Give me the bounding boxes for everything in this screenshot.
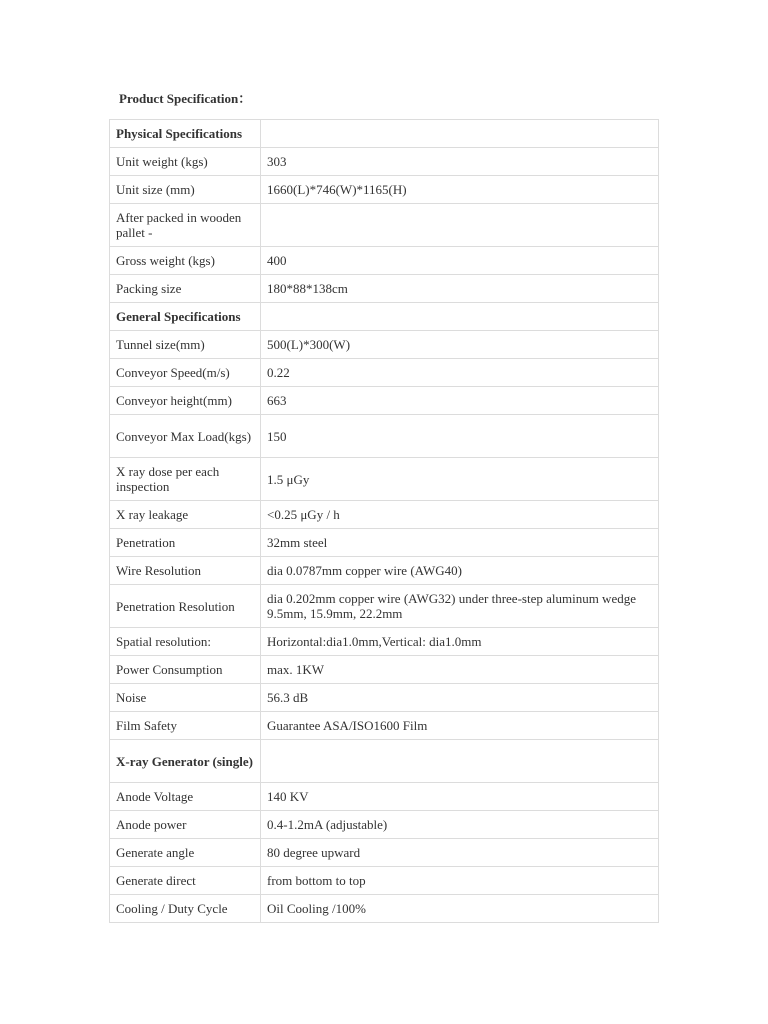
table-row [110, 359, 659, 387]
table-row [110, 275, 659, 303]
table-row [110, 458, 659, 501]
spec-value-cell: 500(L)*300(W) [261, 331, 659, 359]
spec-value-cell: 663 [261, 387, 659, 415]
section-header-row [110, 120, 659, 148]
spec-value-cell: Oil Cooling /100% [261, 895, 659, 923]
spec-value-cell: 400 [261, 247, 659, 275]
spec-value-cell: Guarantee ASA/ISO1600 Film [261, 712, 659, 740]
spec-value-cell: 56.3 dB [261, 684, 659, 712]
spec-label-cell: Penetration Resolution [110, 585, 261, 628]
spec-label-cell: X ray leakage [110, 501, 261, 529]
section-header-row [110, 303, 659, 331]
table-row [110, 529, 659, 557]
spec-value-cell: 1660(L)*746(W)*1165(H) [261, 176, 659, 204]
spec-label-cell: Generate angle [110, 839, 261, 867]
spec-label-cell: X ray dose per each inspection [110, 458, 261, 501]
table-row [110, 331, 659, 359]
spec-label-cell: Tunnel size(mm) [110, 331, 261, 359]
spec-value-cell: 0.4-1.2mA (adjustable) [261, 811, 659, 839]
spec-value-cell: 150 [261, 415, 659, 458]
spec-value-cell [261, 740, 659, 783]
spec-label-cell: Gross weight (kgs) [110, 247, 261, 275]
spec-label-cell: After packed in wooden pallet - [110, 204, 261, 247]
table-row [110, 247, 659, 275]
spec-label-cell: Film Safety [110, 712, 261, 740]
table-row [110, 684, 659, 712]
spec-label-cell: Unit weight (kgs) [110, 148, 261, 176]
spec-value-cell: <0.25 μGy / h [261, 501, 659, 529]
spec-value-cell: from bottom to top [261, 867, 659, 895]
spec-label-cell: Conveyor Speed(m/s) [110, 359, 261, 387]
spec-value-cell: 140 KV [261, 783, 659, 811]
spec-label-cell: Penetration [110, 529, 261, 557]
table-row [110, 656, 659, 684]
section-title-cell: Physical Specifications [110, 120, 261, 148]
table-row [110, 839, 659, 867]
table-row [110, 387, 659, 415]
spec-value-cell [261, 120, 659, 148]
section-header-row [110, 740, 659, 783]
page-title: Product Specification： [119, 91, 252, 106]
table-row [110, 501, 659, 529]
table-row [110, 628, 659, 656]
spec-value-cell: max. 1KW [261, 656, 659, 684]
spec-label-cell: Wire Resolution [110, 557, 261, 585]
spec-value-cell: 303 [261, 148, 659, 176]
spec-label-cell: Packing size [110, 275, 261, 303]
spec-label-cell: Anode power [110, 811, 261, 839]
spec-value-cell: dia 0.202mm copper wire (AWG32) under three-step aluminum wedge 9.5mm, 15.9mm, 22.2mm [261, 585, 659, 628]
spec-label-cell: Spatial resolution: [110, 628, 261, 656]
spec-value-cell: dia 0.0787mm copper wire (AWG40) [261, 557, 659, 585]
spec-label-cell: Conveyor Max Load(kgs) [110, 415, 261, 458]
specification-table [109, 119, 659, 923]
spec-label-cell: Unit size (mm) [110, 176, 261, 204]
table-row [110, 811, 659, 839]
spec-label-cell: Cooling / Duty Cycle [110, 895, 261, 923]
spec-value-cell [261, 303, 659, 331]
table-row [110, 557, 659, 585]
section-title-cell: General Specifications [110, 303, 261, 331]
table-row [110, 783, 659, 811]
spec-value-cell: 1.5 μGy [261, 458, 659, 501]
spec-label-cell: Conveyor height(mm) [110, 387, 261, 415]
spec-label-cell: Noise [110, 684, 261, 712]
section-title-cell: X-ray Generator (single) [110, 740, 261, 783]
spec-value-cell: 180*88*138cm [261, 275, 659, 303]
spec-label-cell: Power Consumption [110, 656, 261, 684]
spec-label-cell: Anode Voltage [110, 783, 261, 811]
spec-label-cell: Generate direct [110, 867, 261, 895]
table-row [110, 148, 659, 176]
spec-value-cell: 0.22 [261, 359, 659, 387]
spec-value-cell [261, 204, 659, 247]
spec-value-cell: 80 degree upward [261, 839, 659, 867]
table-row [110, 867, 659, 895]
table-row [110, 585, 659, 628]
specification-table-body [110, 120, 659, 923]
spec-value-cell: 32mm steel [261, 529, 659, 557]
table-row [110, 415, 659, 458]
table-row [110, 176, 659, 204]
table-row [110, 712, 659, 740]
table-row [110, 204, 659, 247]
table-row [110, 895, 659, 923]
spec-value-cell: Horizontal:dia1.0mm,Vertical: dia1.0mm [261, 628, 659, 656]
